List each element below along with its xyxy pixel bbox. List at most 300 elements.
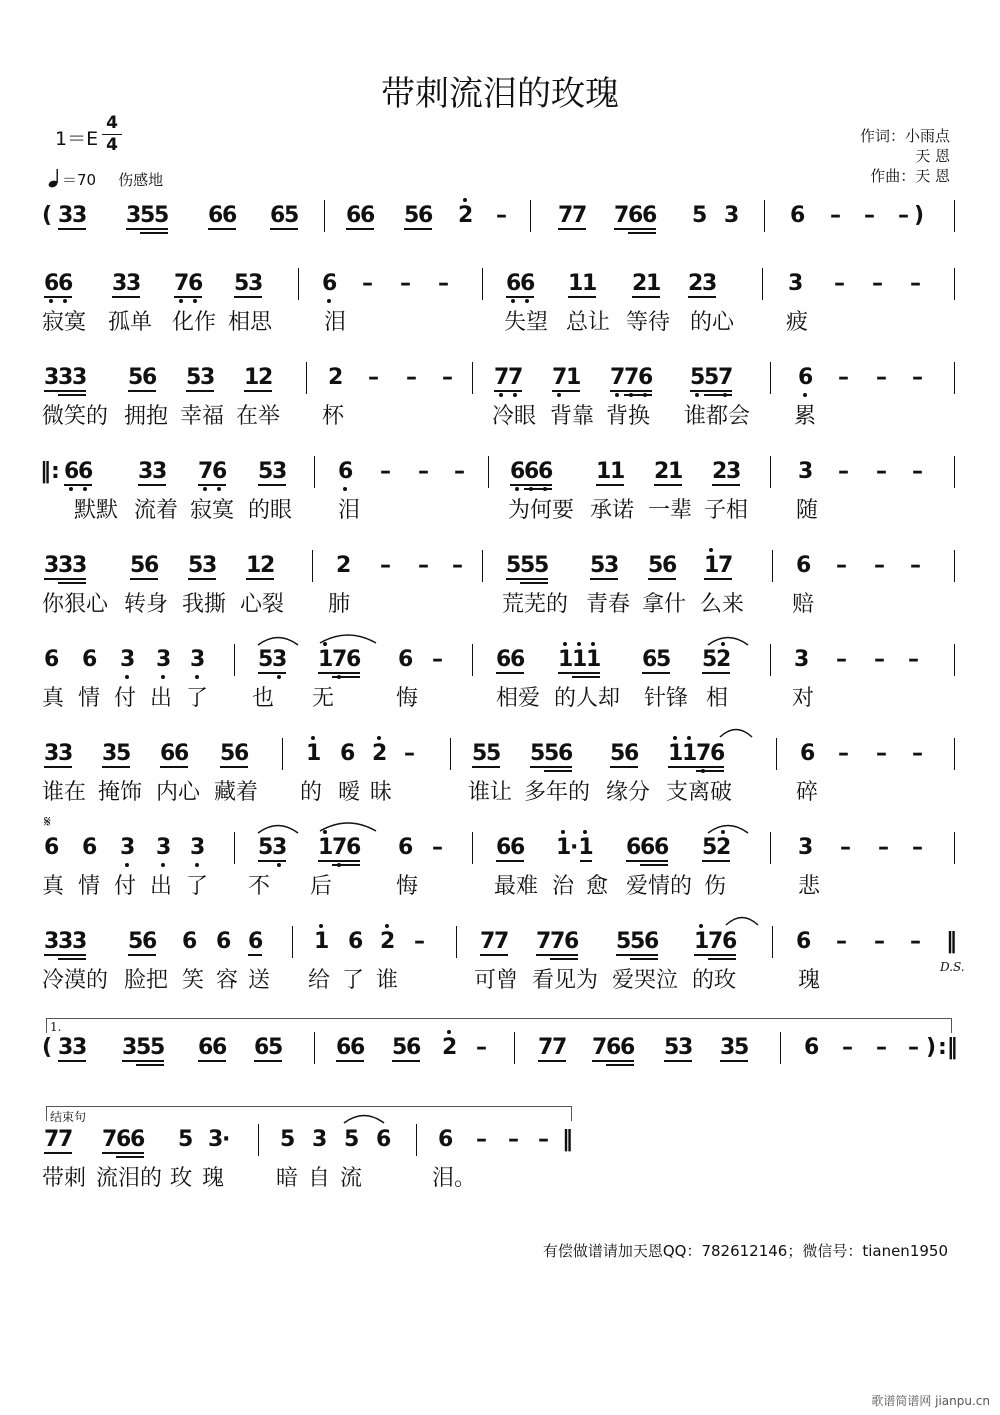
note: 3 (156, 642, 170, 678)
note: 3 (788, 271, 804, 296)
note-group (234, 266, 262, 302)
beam-underline (510, 484, 552, 486)
note: 6 (78, 454, 92, 490)
note-group: – (362, 271, 373, 296)
lyric: 愈 (586, 874, 609, 899)
note: 6 (606, 1035, 622, 1060)
note-group: – (538, 1127, 549, 1152)
note: 5 (392, 1035, 408, 1060)
note: 6 (346, 647, 362, 672)
note: 3 (58, 203, 74, 228)
note: 5 (590, 553, 606, 578)
lyric: 带刺 (42, 1166, 87, 1191)
note-group (798, 360, 812, 396)
note-group: – (496, 203, 507, 228)
note: 3 (58, 929, 74, 954)
lyric: 自 (308, 1166, 331, 1191)
note: 3 (702, 271, 718, 296)
note: 1 (582, 271, 598, 296)
bar-line (292, 926, 293, 958)
note-group: 1·1 (556, 830, 592, 866)
lyric: 杯 (322, 404, 345, 429)
note: 2 (328, 365, 344, 390)
lyric: 泪 (338, 498, 361, 523)
note-group: – (872, 271, 883, 296)
note: 6 (160, 741, 176, 766)
note-group (102, 736, 130, 772)
note: 6 (130, 1127, 146, 1152)
note-group (704, 548, 732, 584)
ds-marking: D.S. (940, 960, 965, 974)
note-group (632, 266, 660, 302)
beam-underline (244, 390, 272, 392)
lyric: 不 (248, 874, 271, 899)
note-group (804, 1030, 818, 1066)
note-group (82, 642, 96, 678)
beam-underline (496, 672, 524, 674)
bar-line (482, 550, 483, 582)
note: 7 (718, 553, 734, 578)
note: 6 (638, 360, 652, 396)
beam-underline (102, 1152, 144, 1154)
score-row-1 (40, 266, 960, 302)
note: 6 (142, 365, 158, 390)
bar-line (282, 738, 283, 770)
note-group: – (838, 741, 849, 766)
bar-line (450, 738, 451, 770)
note: 2 (688, 271, 704, 296)
note: 3 (156, 830, 170, 866)
note: 7 (536, 929, 552, 954)
note: 6 (640, 835, 656, 860)
note: 3 (312, 1127, 328, 1152)
beam-underline (270, 228, 298, 230)
beam-underline (506, 578, 548, 580)
note: 6 (538, 454, 552, 490)
note-group (246, 548, 274, 584)
score-row-intro (40, 198, 960, 234)
song-title: 带刺流泪的玫瑰 (381, 74, 619, 114)
beam-underline (696, 770, 724, 772)
note: 6 (376, 1127, 392, 1152)
lyricist-label: 作词： (859, 127, 905, 145)
beam-underline (186, 390, 214, 392)
note-group (254, 1030, 282, 1066)
note: 5 (520, 553, 536, 578)
bar-line (770, 362, 771, 394)
note-group (626, 830, 668, 866)
note: 5 (344, 1127, 360, 1152)
note-group (506, 266, 534, 302)
beam-underline (592, 1060, 634, 1062)
note-group: – (834, 271, 845, 296)
note-group (190, 642, 204, 678)
note-group (120, 642, 134, 678)
note: 5 (116, 741, 132, 766)
note: 6 (182, 929, 198, 954)
note: 7 (58, 1127, 74, 1152)
score-row-10 (40, 1122, 960, 1158)
beam-underline (116, 1156, 144, 1158)
note: 3 (272, 830, 286, 866)
bar-line (472, 644, 473, 676)
beam-underline (610, 766, 638, 768)
note-group (346, 198, 374, 234)
lyric-line-2 (40, 402, 960, 432)
lyric: 缘分 (606, 780, 651, 805)
footer-contact: 有偿做谱请加天恩QQ：782612146；微信号：tianen1950 (542, 1242, 948, 1260)
note: 6 (340, 741, 356, 766)
beam-underline (188, 578, 216, 580)
note-group (58, 1030, 86, 1066)
note-group: – (912, 835, 923, 860)
note: 6 (270, 203, 286, 228)
lyric: 玫 (170, 1166, 193, 1191)
beam-underline (632, 296, 660, 298)
beam-underline (690, 390, 732, 392)
note: 7 (696, 736, 710, 772)
note-group: – (842, 1035, 853, 1060)
beam-underline (648, 578, 676, 580)
note: 6 (44, 647, 60, 672)
note: 6 (722, 929, 738, 954)
lyricist-name-2: 天 恩 (915, 147, 950, 165)
note-group (798, 454, 812, 490)
note: 6 (222, 203, 238, 228)
bar-line (954, 550, 955, 582)
note-group: – (418, 459, 429, 484)
mood-marking: 伤感地 (118, 171, 164, 189)
watermark: 歌谱简谱网 jianpu.cn (871, 1394, 990, 1408)
bar-line (762, 268, 763, 300)
lyric: 流泪的 (96, 1166, 163, 1191)
note: 6 (804, 1035, 820, 1060)
note-group: – (400, 271, 411, 296)
quarter-note-icon (48, 168, 62, 188)
note: 3 (272, 642, 286, 678)
note: 1 (244, 365, 260, 390)
lyric: 流着 (134, 498, 179, 523)
lyric-line-7 (40, 872, 960, 902)
credits-block (860, 126, 950, 186)
note-group (138, 454, 166, 490)
lyric: 谁 (376, 968, 399, 993)
note: 5 (648, 553, 664, 578)
note-group: – (836, 647, 847, 672)
beam-underline (480, 954, 508, 956)
beam-underline (44, 390, 86, 392)
bar-line (312, 550, 313, 582)
bar-line (306, 362, 307, 394)
note: 5 (704, 365, 720, 390)
lyric-line-1 (40, 308, 960, 338)
lyric: 总让 (566, 310, 611, 335)
note: 6 (188, 266, 202, 302)
note: 5 (664, 1035, 680, 1060)
lyric: 寂寞 (42, 310, 87, 335)
note: 6 (82, 647, 98, 672)
note-group (724, 198, 738, 234)
note-group (112, 266, 140, 302)
note-group (336, 1030, 364, 1066)
note-group (642, 642, 670, 678)
note-group (318, 830, 360, 866)
note: 6 (520, 266, 534, 302)
note: 6 (406, 1035, 422, 1060)
note-group: – (454, 459, 465, 484)
note-group (220, 736, 248, 772)
note: 6 (506, 266, 520, 302)
note-group (340, 736, 354, 772)
note: 1 (568, 271, 584, 296)
note: 6 (796, 553, 812, 578)
lyric: 最难 (494, 874, 539, 899)
note-group (182, 924, 196, 960)
lyric: 幸福 (180, 404, 225, 429)
lyric: 爱哭泣 (612, 968, 679, 993)
lyric: 冷漠的 (42, 968, 109, 993)
note: 6 (174, 741, 190, 766)
beam-underline (318, 860, 360, 862)
note: 2 (380, 924, 394, 960)
note-group (44, 266, 72, 302)
beam-underline (44, 766, 72, 768)
note: 6 (624, 741, 640, 766)
lyric: 送 (248, 968, 271, 993)
note: 6 (198, 1035, 214, 1060)
note-group (312, 1122, 326, 1158)
paren-open: ( (42, 203, 53, 228)
note-group (376, 1122, 390, 1158)
note: 7 (44, 1127, 60, 1152)
note-group (392, 1030, 420, 1066)
note: 5 (692, 203, 708, 228)
note-group (552, 360, 580, 396)
lyric: 治 (552, 874, 575, 899)
note-group (496, 642, 524, 678)
bar-line (514, 1032, 515, 1064)
note: 3 (122, 1035, 138, 1060)
note: 1 (566, 365, 582, 390)
note-group (348, 924, 362, 960)
note: 6 (628, 203, 644, 228)
note-group (336, 548, 350, 584)
note-group: – (864, 203, 875, 228)
beam-underline (198, 1060, 226, 1062)
note: 5 (188, 553, 204, 578)
note-group (616, 924, 658, 960)
lyric-line-10 (40, 1164, 960, 1194)
time-signature-numerator: 4 (106, 113, 118, 133)
lyric: 承诺 (590, 498, 635, 523)
lyric: 内心 (156, 780, 201, 805)
note: 6 (644, 929, 660, 954)
beam-underline (44, 954, 86, 956)
note-group: – (908, 647, 919, 672)
beam-underline (596, 484, 624, 486)
lyric: 了 (342, 968, 365, 993)
note-group (690, 360, 732, 396)
lyric: 可曾 (474, 968, 519, 993)
note: 1 (596, 459, 612, 484)
note: 3 (44, 741, 60, 766)
note: 5 (702, 835, 718, 860)
note-group (712, 454, 740, 490)
note-group (244, 360, 272, 396)
note-group: – (838, 365, 849, 390)
lyric: 悔 (396, 874, 419, 899)
lyric: 对 (792, 686, 815, 711)
lyric: 荒芜的 (502, 592, 569, 617)
note: 5 (630, 929, 646, 954)
note-group (558, 642, 600, 678)
bar-line (258, 1124, 259, 1156)
note-group: – (838, 459, 849, 484)
note: 5 (404, 203, 420, 228)
note: 5 (280, 1127, 296, 1152)
beam-underline (258, 860, 286, 862)
lyric: 真 (42, 686, 65, 711)
note: 7 (718, 360, 732, 396)
note: 6 (510, 454, 524, 490)
note: 7 (708, 929, 724, 954)
beam-underline (704, 394, 732, 396)
note: 3 (72, 1035, 88, 1060)
note: 3 (272, 459, 288, 484)
note-group (702, 830, 730, 866)
note: 2 (258, 365, 274, 390)
lyric: 泪。 (432, 1166, 477, 1191)
bar-line (234, 832, 235, 864)
beam-underline (626, 860, 668, 862)
note: 5 (506, 553, 522, 578)
note: 5 (150, 1035, 166, 1060)
note-group: – (912, 741, 923, 766)
note-group (44, 360, 86, 396)
note: 5 (258, 459, 274, 484)
lyric: 么来 (700, 592, 745, 617)
note: 7 (494, 929, 510, 954)
lyric-line-4 (40, 590, 960, 620)
beam-underline (138, 484, 166, 486)
tempo-marking (48, 168, 163, 190)
final-bar: ‖ (562, 1127, 573, 1152)
bar-line (770, 832, 771, 864)
beam-underline (630, 958, 658, 960)
lyric: 寂寞 (190, 498, 235, 523)
beam-underline (642, 672, 670, 674)
lyric: 暗 (276, 1166, 299, 1191)
score-row-7 (40, 830, 960, 866)
note-group (314, 924, 328, 960)
lyric: 情 (78, 874, 101, 899)
score-row-9 (40, 1030, 960, 1066)
beam-underline (58, 394, 86, 396)
note-group (160, 736, 188, 772)
note: 5 (534, 553, 550, 578)
beam-underline (44, 1152, 72, 1154)
note: 6 (398, 835, 414, 860)
note-group (796, 924, 810, 960)
note-group (790, 198, 804, 234)
note: 3 (120, 830, 134, 866)
beam-underline (136, 1064, 164, 1066)
lyric: 肺 (328, 592, 351, 617)
note: 5 (234, 271, 250, 296)
lyric: 心裂 (240, 592, 285, 617)
beam-underline (248, 954, 262, 956)
note: 5 (154, 203, 170, 228)
note-group (536, 924, 578, 960)
note: 7 (332, 642, 346, 678)
note-group (44, 830, 58, 866)
lyric: 后 (310, 874, 333, 899)
note: 3 (138, 459, 154, 484)
bar-line (314, 456, 315, 488)
beam-underline (58, 228, 86, 230)
note-group (458, 198, 472, 234)
note: 5 (544, 741, 560, 766)
note: 3 (120, 642, 134, 678)
lyric: 无 (312, 686, 335, 711)
lyric: 赔 (792, 592, 815, 617)
note: 5 (610, 741, 626, 766)
note-group (128, 924, 156, 960)
beam-underline (472, 766, 500, 768)
beam-underline (558, 672, 600, 674)
note-group (590, 548, 618, 584)
note: 6 (510, 835, 526, 860)
beam-underline (552, 390, 580, 392)
note-group (614, 198, 656, 234)
tempo-value: ＝70 (62, 171, 97, 189)
note: 5 (616, 929, 632, 954)
lyric-line-8 (40, 966, 960, 996)
lyric: 谁都会 (684, 404, 751, 429)
lyric: 笑 (182, 968, 205, 993)
note: 5 (186, 365, 202, 390)
note-group (156, 830, 170, 866)
lyric: 悲 (798, 874, 821, 899)
beam-underline (568, 296, 596, 298)
note: 3 (58, 553, 74, 578)
note: 1 (556, 830, 570, 866)
note: 6 (82, 835, 98, 860)
lyric: 付 (114, 686, 137, 711)
beam-underline (624, 394, 652, 396)
beam-underline (610, 390, 652, 392)
note-group (248, 924, 262, 960)
lyric: 藏着 (214, 780, 259, 805)
bar-line (416, 1124, 417, 1156)
note-group (186, 360, 214, 396)
note-group: – (380, 553, 391, 578)
repeat-end: :‖ (938, 1035, 958, 1060)
note-group (702, 642, 730, 678)
note: 7 (610, 360, 624, 396)
note-group: – (404, 741, 415, 766)
note: 7 (508, 360, 522, 396)
bar-line (772, 550, 773, 582)
note-group (506, 548, 548, 584)
note: 7 (198, 454, 212, 490)
lyric: 支离破 (666, 780, 733, 805)
note-group (596, 454, 624, 490)
score-row-8 (40, 924, 960, 960)
note-group (216, 924, 230, 960)
note-group (44, 736, 72, 772)
note-group: – (874, 647, 885, 672)
